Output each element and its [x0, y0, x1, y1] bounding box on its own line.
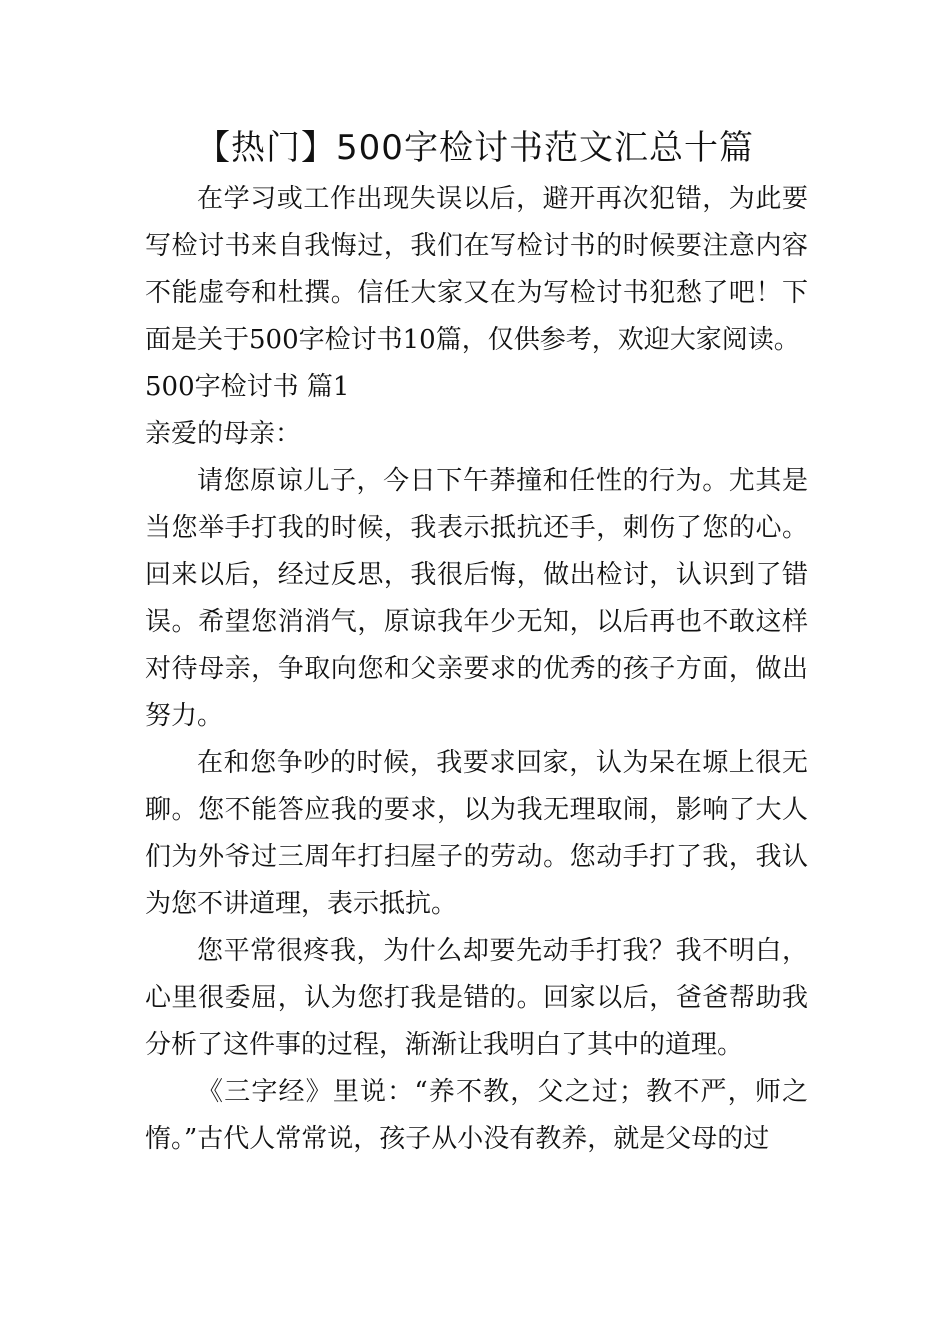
body-paragraph: 请您原谅儿子，今日下午莽撞和任性的行为。尤其是当您举手打我的时候，我表示抵抗还手，刺伤了您的心。回来以后，经过反思，我很后悔，做出检讨，认识到了错误。希望您消消气，原谅我年少无知，以后再也不敢这样对待母亲，争取向您和父亲要求的优秀的孩子方面，做出努力。	[145, 466, 808, 731]
document-title: 【热门】500字检讨书范文汇总十篇	[196, 128, 754, 168]
intro-paragraph: 在学习或工作出现失误以后，避开再次犯错，为此要写检讨书来自我悔过，我们在写检讨书的时候要注意内容不能虚夸和杜撰。信任大家又在为写检讨书犯愁了吧！下面是关于500字检讨书10篇，仅供参考，欢迎大家阅读。	[145, 184, 808, 355]
body-paragraph: 《三字经》里说：“养不教，父之过；教不严，师之惰。”古代人常常说，孩子从小没有教养，就是父母的过	[145, 1077, 808, 1154]
body-paragraph: 您平常很疼我，为什么却要先动手打我？我不明白，心里很委屈，认为您打我是错的。回家以后，爸爸帮助我分析了这件事的过程，渐渐让我明白了其中的道理。	[145, 936, 808, 1060]
section-heading: 500字检讨书 篇1	[145, 372, 350, 402]
salutation: 亲爱的母亲：	[145, 419, 302, 449]
document-body	[145, 176, 808, 1163]
body-paragraph: 在和您争吵的时候，我要求回家，认为呆在塬上很无聊。您不能答应我的要求，以为我无理取闹，影响了大人们为外爷过三周年打扫屋子的劳动。您动手打了我，我认为您不讲道理，表示抵抗。	[145, 748, 808, 919]
